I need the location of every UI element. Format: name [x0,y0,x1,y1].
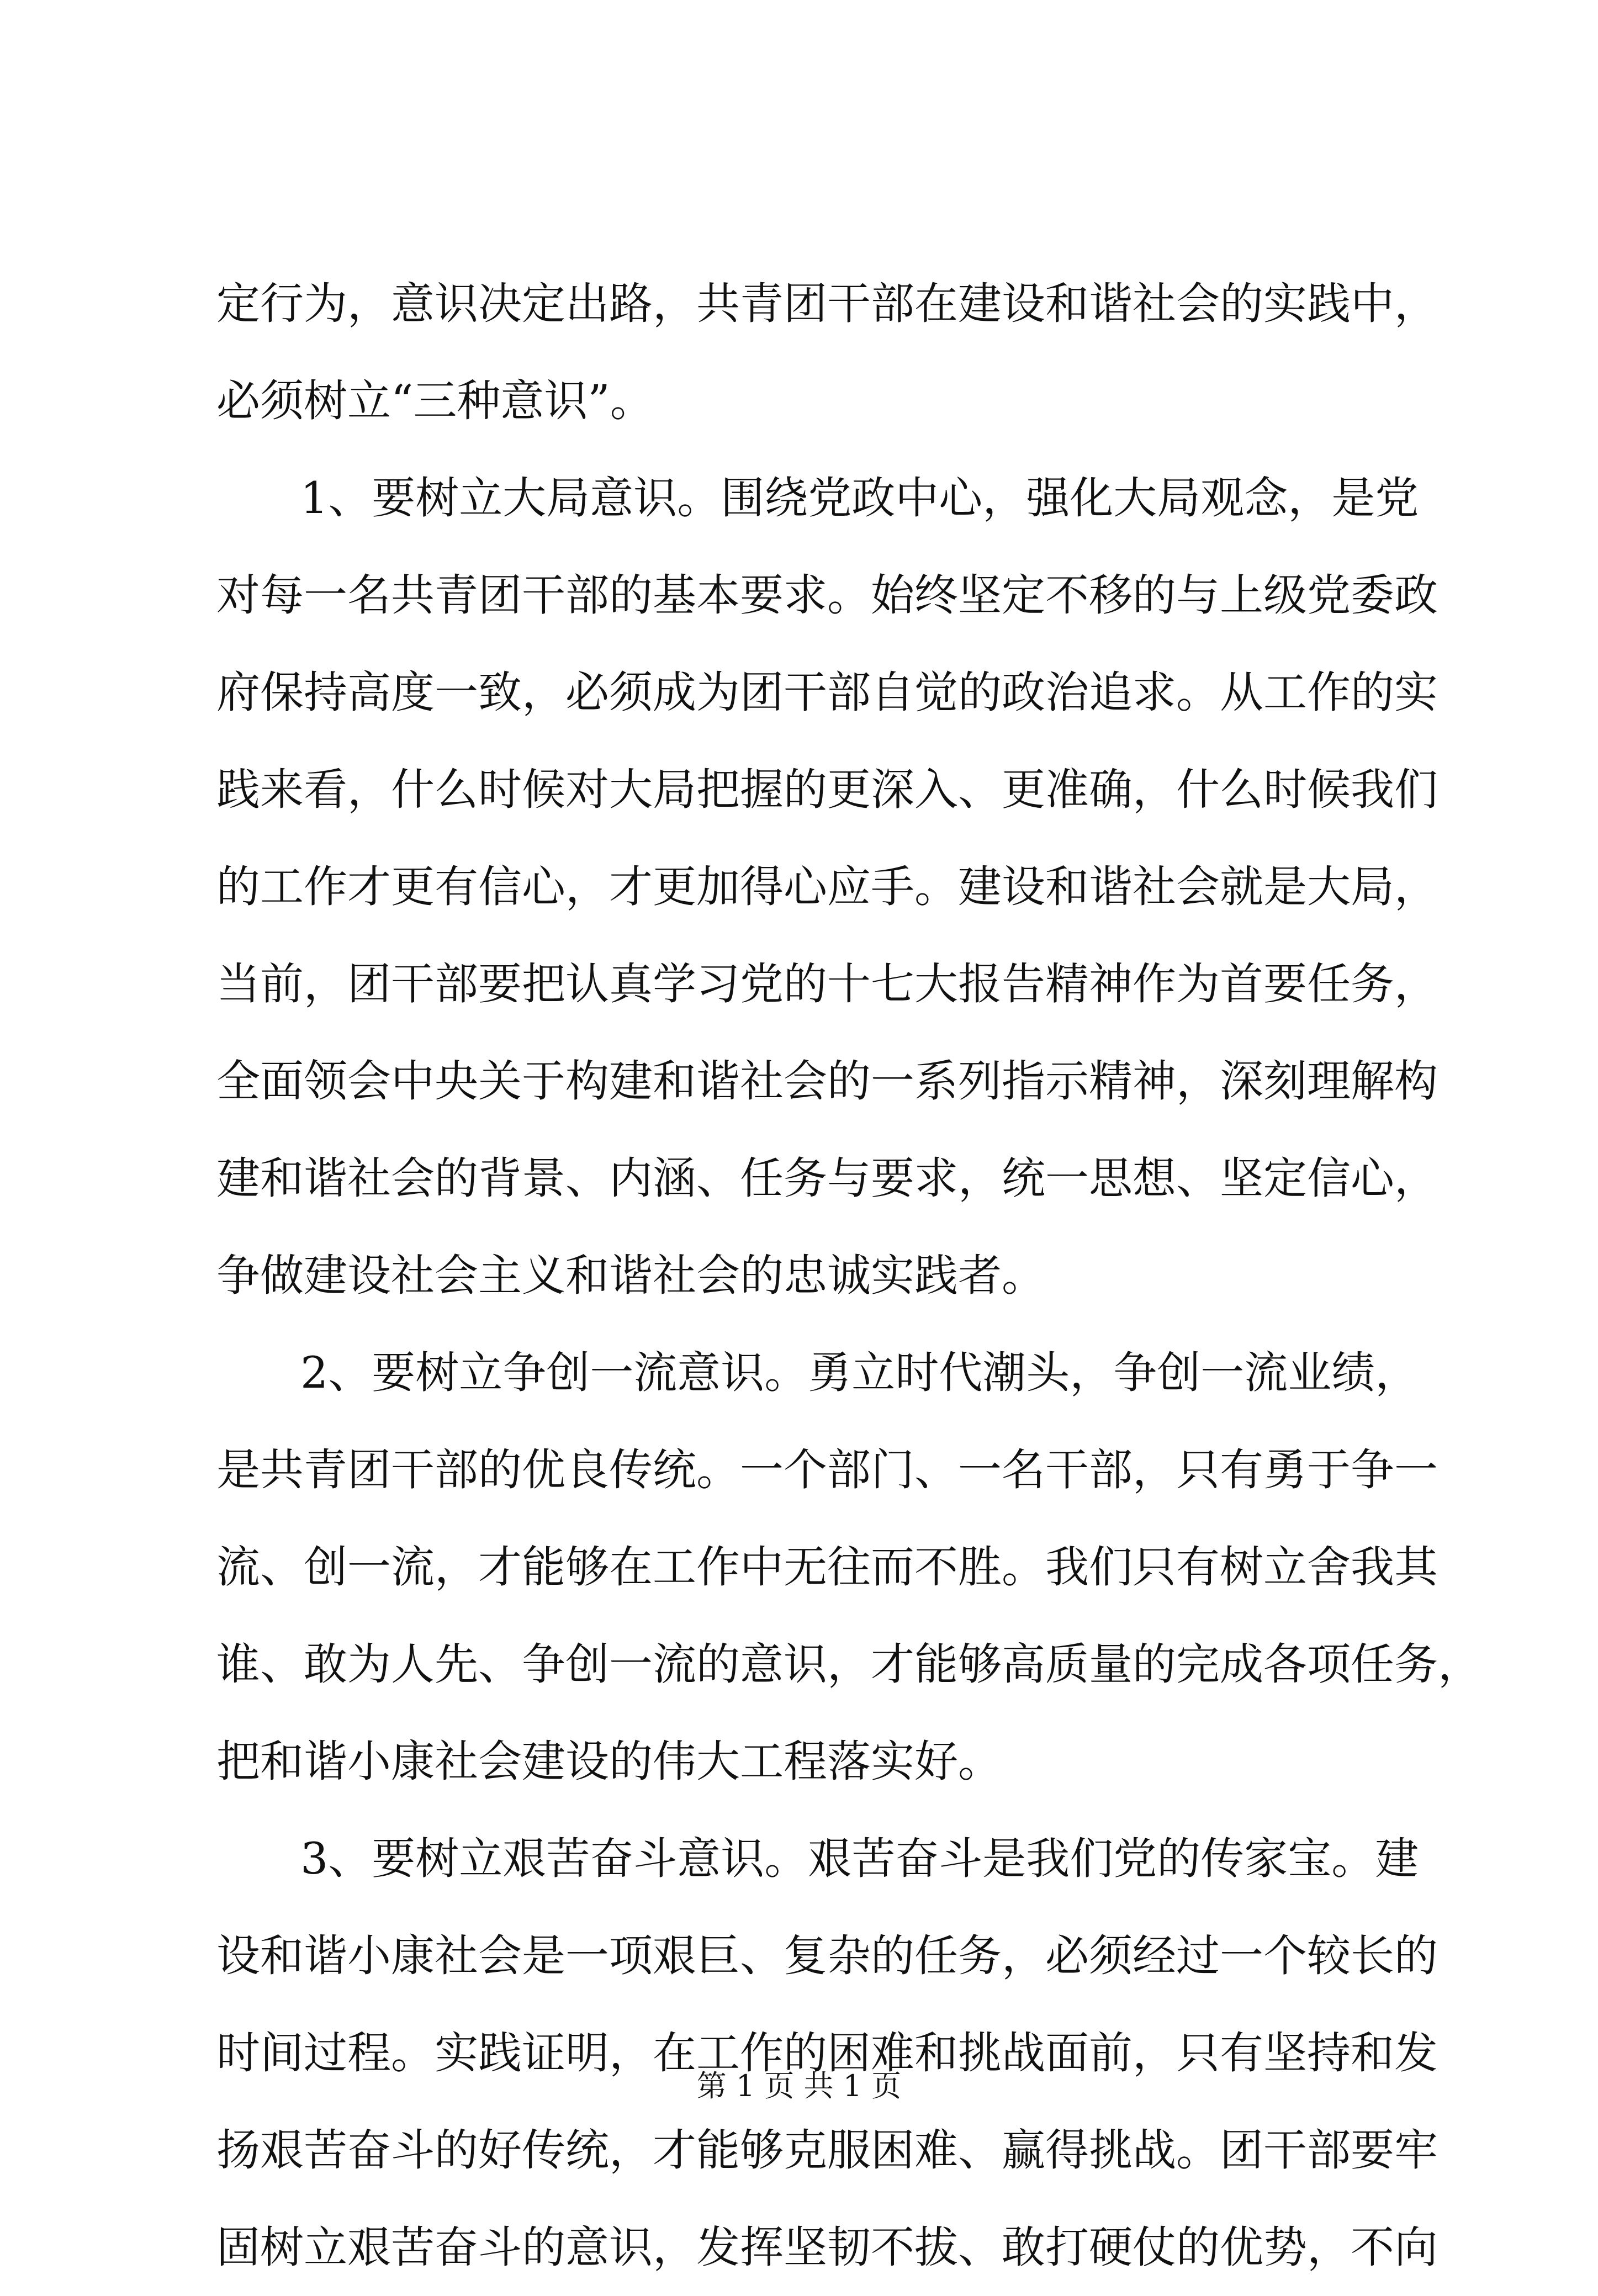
text-line: 建和谐社会的背景、内涵、任务与要求，统一思想、坚定信心， [216,1153,1438,1204]
text-line: 时间过程。实践证明，在工作的困难和挑战面前，只有坚持和发 [216,2028,1438,2078]
text-line: 扬艰苦奋斗的好传统，才能够克服困难、赢得挑战。团干部要牢 [216,2125,1438,2176]
document-body [216,255,1481,2296]
text-line: 争做建设社会主义和谐社会的忠诚实践者。 [216,1250,1045,1301]
page-footer: 第 1 页 共 1 页 [696,2068,902,2103]
text-line: 践来看，什么时候对大局把握的更深入、更准确，什么时候我们 [216,764,1438,815]
text-line: 的工作才更有信心，才更加得心应手。建设和谐社会就是大局， [216,861,1438,912]
text-line: 流、创一流，才能够在工作中无往而不胜。我们只有树立舍我其 [216,1542,1438,1593]
text-line: 谁、敢为人先、争创一流的意识，才能够高质量的完成各项任务， [216,1639,1481,1690]
text-line: 设和谐小康社会是一项艰巨、复杂的任务，必须经过一个较长的 [216,1930,1438,1981]
text-line: 2、要树立争创一流意识。勇立时代潮头，争创一流业绩， [300,1347,1419,1398]
text-line: 3、要树立艰苦奋斗意识。艰苦奋斗是我们党的传家宝。建 [300,1833,1419,1884]
text-line: 府保持高度一致，必须成为团干部自觉的政治追求。从工作的实 [216,667,1438,718]
text-line: 固树立艰苦奋斗的意识，发挥坚韧不拔、敢打硬仗的优势，不向 [216,2222,1438,2273]
text-line: 把和谐小康社会建设的伟大工程落实好。 [216,1736,1002,1787]
text-line: 对每一名共青团干部的基本要求。始终坚定不移的与上级党委政 [216,570,1438,621]
text-line: 是共青团干部的优良传统。一个部门、一名干部，只有勇于争一 [216,1445,1438,1495]
text-line: 当前，团干部要把认真学习党的十七大报告精神作为首要任务， [216,959,1438,1009]
text-line: 全面领会中央关于构建和谐社会的一系列指示精神，深刻理解构 [216,1056,1438,1107]
text-line: 必须树立“三种意识”。 [216,375,654,426]
text-line: 定行为，意识决定出路，共青团干部在建设和谐社会的实践中， [216,278,1438,329]
text-line: 1、要树立大局意识。围绕党政中心，强化大局观念，是党 [300,473,1419,523]
